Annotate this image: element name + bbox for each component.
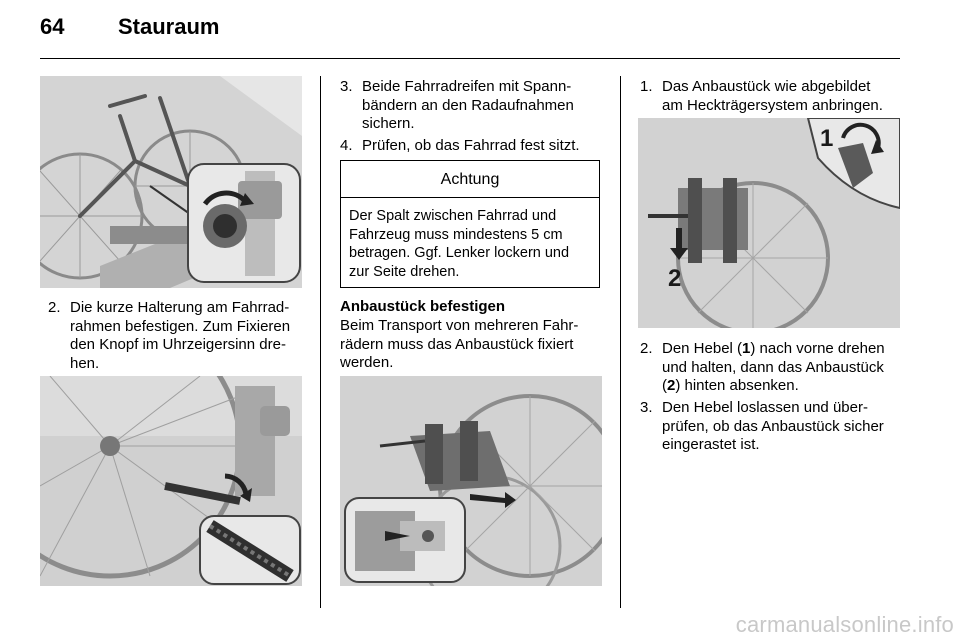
step-line: Das Anbaustück wie abgebildet xyxy=(662,78,871,95)
step-number: 2. xyxy=(48,299,61,316)
step-line: prüfen, ob das Anbaustück sicher xyxy=(662,417,884,435)
step-line xyxy=(662,377,902,396)
warning-line: Fahrzeug muss mindestens 5 cm xyxy=(349,226,563,243)
step-line: den Knopf im Uhrzeigersinn dre- xyxy=(70,336,286,353)
step-line: eingerastet ist. xyxy=(662,436,760,453)
step-line: hen. xyxy=(70,354,100,372)
step-line: am Heckträgersystem anbringen. xyxy=(662,96,883,114)
step-text-fragment: ) nach vorne drehen xyxy=(750,340,885,357)
step-line: Beide Fahrradreifen mit Spann- xyxy=(362,78,572,95)
header-rule xyxy=(40,58,900,59)
section-line: rädern muss das Anbaustück fixiert xyxy=(340,335,574,353)
illustration-lever-release xyxy=(638,118,900,328)
page-number: 64 xyxy=(40,14,65,39)
callout-2-label: 2 xyxy=(668,265,682,292)
warning-line: zur Seite drehen. xyxy=(349,263,460,280)
warning-title: Achtung xyxy=(341,161,599,198)
callout-2 xyxy=(668,265,681,292)
step-line xyxy=(662,340,902,359)
watermark: carmanualsonline.info xyxy=(735,612,954,637)
step-text xyxy=(662,78,902,115)
step-line: rahmen befestigen. Zum Fixieren xyxy=(70,317,291,335)
step-number: 2. xyxy=(640,340,653,357)
column-divider-left xyxy=(320,76,321,608)
illustration-bike-frame-mount xyxy=(40,76,302,288)
callout-1-label: 1 xyxy=(820,125,834,152)
step-text xyxy=(70,299,304,373)
step-text xyxy=(662,340,902,396)
warning-box xyxy=(340,160,600,288)
extension-reference: 2 xyxy=(667,377,676,394)
step-number: 3. xyxy=(640,399,653,416)
warning-text xyxy=(349,207,593,281)
section-line: Beim Transport von mehreren Fahr- xyxy=(340,317,579,334)
step-text: Prüfen, ob das Fahrrad fest sitzt. xyxy=(362,137,580,154)
step-number: 3. xyxy=(340,78,353,95)
step-line: Die kurze Halterung am Fahrrad- xyxy=(70,299,290,316)
step-line: Den Hebel loslassen und über- xyxy=(662,399,868,416)
column-divider-right xyxy=(620,76,621,608)
section-heading: Anbaustück befestigen xyxy=(340,298,506,315)
step-text-fragment: Den Hebel ( xyxy=(662,340,743,357)
section-text xyxy=(340,317,602,373)
step-text-fragment: ( xyxy=(662,377,667,394)
page-title: Stauraum xyxy=(118,14,220,39)
lever-reference: 1 xyxy=(742,340,751,357)
step-line: sichern. xyxy=(362,115,415,132)
step-text xyxy=(662,399,902,455)
warning-line: Der Spalt zwischen Fahrrad und xyxy=(349,208,557,224)
step-text-fragment: ) hinten absenken. xyxy=(675,377,799,394)
step-number: 1. xyxy=(640,78,653,95)
section-line: werden. xyxy=(340,354,394,371)
illustration-wheel-strap xyxy=(40,376,302,586)
callout-1 xyxy=(820,125,833,152)
step-line: bändern an den Radaufnahmen xyxy=(362,96,574,114)
illustration-extension-mount xyxy=(340,376,602,586)
step-line: und halten, dann das Anbaustück xyxy=(662,358,884,376)
step-number: 4. xyxy=(340,137,353,154)
step-text xyxy=(362,78,602,134)
warning-line: betragen. Ggf. Lenker lockern und xyxy=(349,245,570,261)
